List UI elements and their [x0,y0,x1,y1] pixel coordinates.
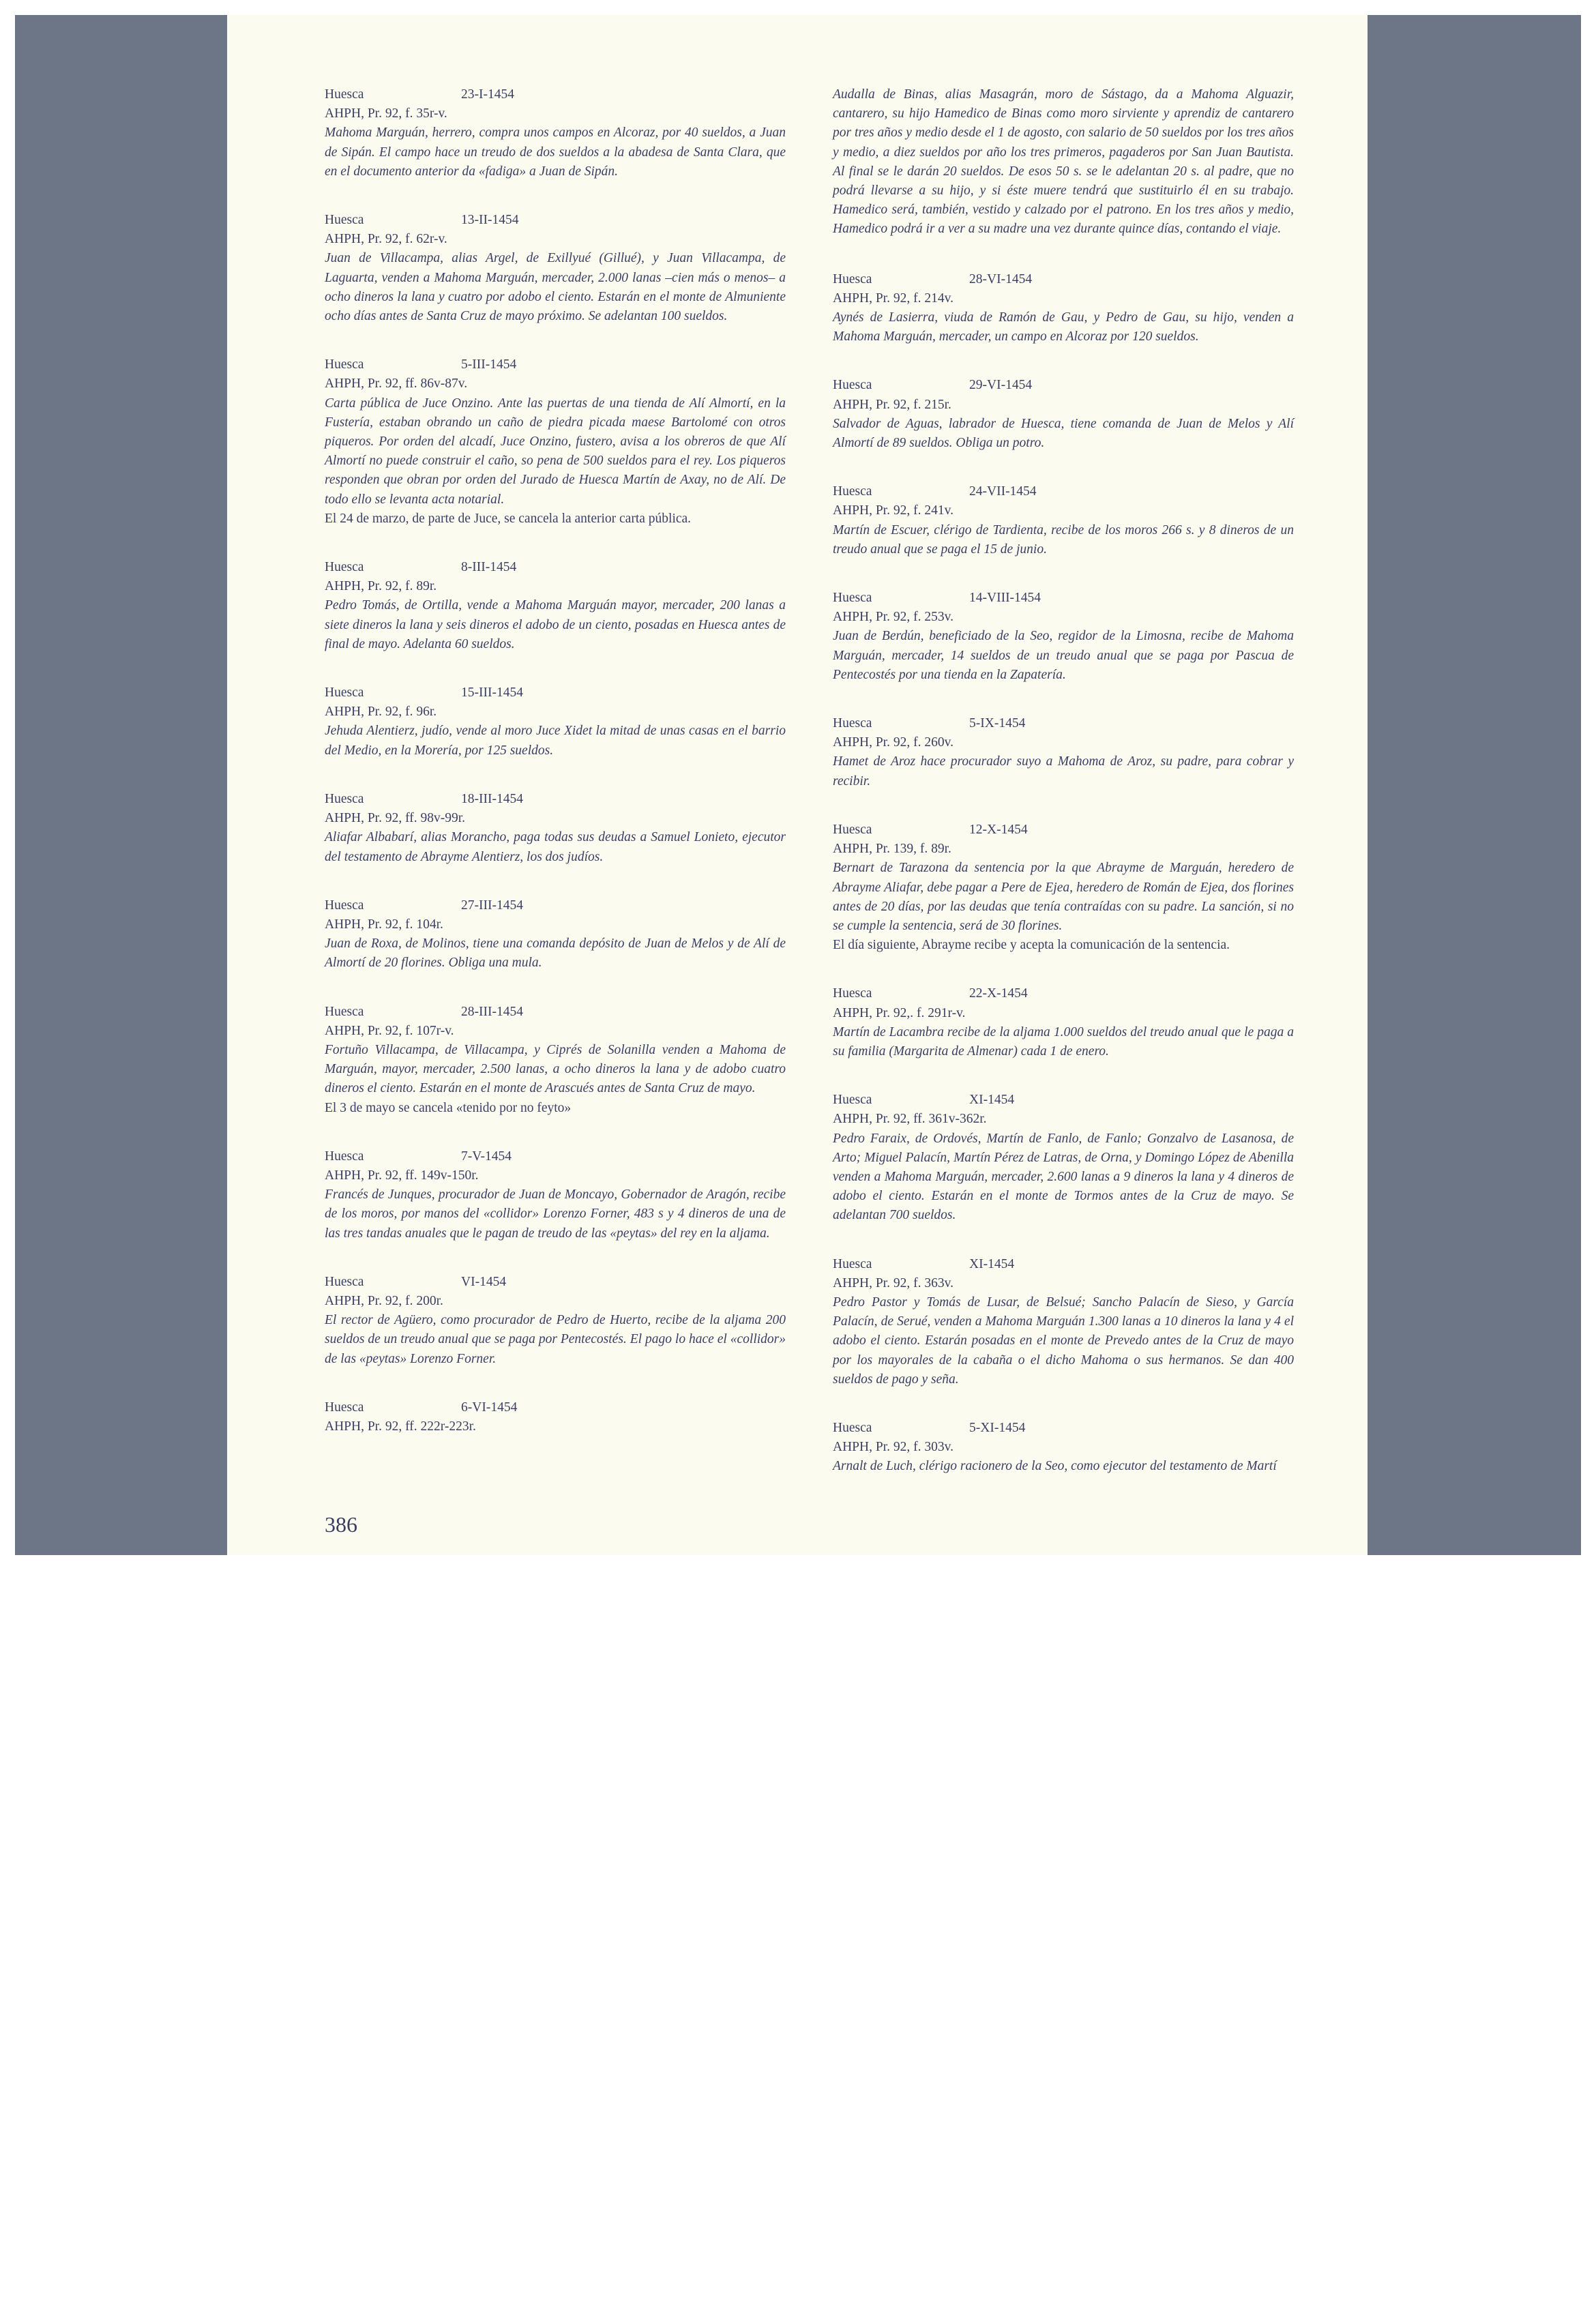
entry-header [833,1091,1294,1110]
entry-summary: Pedro Faraix, de Ordovés, Martín de Fanlo, de Fanlo; Gonzalvo de Lasanosa, de Arto; Miguel Palacín, Martín Pérez de Latras, de Orna, y Domingo López de Abenilla venden a Mahoma Marguán, mercader, 2.600 lanas a 9 dineros la lana y 4 dineros de adobo el ciento. Estarán en el monte de Tormos antes de la Cruz de mayo. Se adelantan 700 sueldos. [833,1131,1294,1223]
entry-summary: Pedro Pastor y Tomás de Lusar, de Belsué; Sancho Palacín de Sieso, y García Palacín, de Serué, venden a Mahoma Marguán 1.300 lanas a 10 dineros la lana y 4 el adobo el ciento. Estarán posadas en el monte de Prevedo antes de la Cruz de mayo por los mayorales de la cabaña o el dicho Mahoma o sus hermanos. Se dan 400 sueldos de pago y seña. [833,1295,1294,1387]
entry-date: 28-VI-1454 [969,271,1033,286]
entry-place: Huesca [325,1400,364,1415]
entry-archive-reference: AHPH, Pr. 92, f. 253v. [833,610,954,625]
entry-header [325,85,786,104]
document-entry [833,821,1294,955]
entry-archive-reference: AHPH, Pr. 92, ff. 361v-362r. [833,1112,987,1127]
document-entry [833,1255,1294,1389]
entry-header [833,714,1294,733]
entry-archive-reference: AHPH, Pr. 92, f. 107r-v. [325,1023,454,1038]
entry-note: El 3 de mayo se cancela «tenido por no feyto» [325,1100,572,1115]
entry-summary: Aynés de Lasierra, viuda de Ramón de Gau, y Pedro de Gau, su hijo, venden a Mahoma Marguán, mercader, un campo en Alcoraz por 120 sueldos. [833,310,1294,344]
document-entry [833,85,1294,239]
entry-summary: El rector de Agüero, como procurador de Pedro de Huerto, recibe de la aljama 200 sueldos de un treudo anual que se paga por Pentecostés. El pago lo hace el «collidor» de las «peytas» Lorenzo Forner. [325,1313,786,1366]
entry-place: Huesca [325,791,364,806]
entry-note: El 24 de marzo, de parte de Juce, se cancela la anterior carta pública. [325,511,692,526]
entry-place: Huesca [833,822,872,837]
entry-archive-reference: AHPH, Pr. 92, f. 303v. [833,1440,954,1455]
document-entry [325,85,786,181]
entry-place: Huesca [833,1093,872,1108]
entry-archive-reference: AHPH, Pr. 92, f. 96r. [325,705,437,720]
entry-date: 29-VI-1454 [969,378,1033,393]
entry-header [833,984,1294,1003]
entry-summary: Martín de Lacambra recibe de la aljama 1.000 sueldos del treudo anual que le paga a su familia (Margarita de Almenar) cada 1 de enero. [833,1024,1294,1059]
entry-date: 8-III-1454 [461,560,517,575]
entry-summary: Martín de Escuer, clérigo de Tardienta, recibe de los moros 266 s. y 8 dineros de un treudo anual que se paga el 15 de junio. [833,522,1294,557]
entry-summary: Mahoma Marguán, herrero, compra unos campos en Alcoraz, por 40 sueldos, a Juan de Sipán. El campo hace un treudo de dos sueldos a la abadesa de Santa Clara, que en el documento anterior da «fadiga» a Juan de Sipán. [325,125,786,179]
document-entry [325,1273,786,1369]
entry-archive-reference: AHPH, Pr. 92, f. 241v. [833,503,954,518]
entry-archive-reference: AHPH, Pr. 92, f. 62r-v. [325,232,447,247]
entry-archive-reference: AHPH, Pr. 92, f. 35r-v. [325,106,447,121]
entry-header [325,790,786,809]
entry-archive-reference: AHPH, Pr. 92,. f. 291r-v. [833,1005,966,1020]
entry-place: Huesca [325,1274,364,1289]
document-entry [325,1003,786,1118]
entry-summary: Jehuda Alentierz, judío, vende al moro Juce Xidet la mitad de unas casas en el barrio del Medio, en la Morería, por 125 sueldos. [325,724,786,758]
entry-place: Huesca [833,1256,872,1271]
entry-summary: Bernart de Tarazona da sentencia por la que Abrayme de Marguán, heredero de Abrayme Aliafar, debe pagar a Pere de Ejea, heredero de Román de Ejea, dos florines antes de 20 días, por las deudas que tenía contraídas con su padre. La sanción, si no se cumple la sentencia, será de 30 florines. [833,861,1294,933]
document-entry [833,1091,1294,1225]
entry-place: Huesca [325,357,364,372]
entry-header [833,270,1294,289]
entry-date: 22-X-1454 [969,986,1028,1001]
entry-place: Huesca [833,986,872,1001]
entry-archive-reference: AHPH, Pr. 92, f. 363v. [833,1275,954,1290]
entry-place: Huesca [833,484,872,499]
entry-place: Huesca [833,716,872,731]
entry-date: 23-I-1454 [461,87,514,102]
page-number: 386 [325,1512,357,1537]
entry-date: VI-1454 [461,1274,507,1289]
entry-header [325,355,786,374]
entry-summary: Pedro Tomás, de Ortilla, vende a Mahoma Marguán mayor, mercader, 200 lanas a siete dineros la lana y seis dineros el adobo de un ciento, posadas en Huesca antes de final de mayo. Adelanta 60 sueldos. [325,598,786,651]
entry-summary: Salvador de Aguas, labrador de Huesca, tiene comanda de Juan de Melos y Alí Almortí de 89 sueldos. Obliga un potro. [833,416,1294,451]
entry-archive-reference: AHPH, Pr. 92, f. 215r. [833,397,951,412]
entry-date: 14-VIII-1454 [969,591,1041,606]
entry-archive-reference: AHPH, Pr. 92, f. 104r. [325,917,443,932]
document-entry [833,589,1294,685]
document-entry [833,714,1294,791]
entry-place: Huesca [833,378,872,393]
entry-date: 27-III-1454 [461,898,523,913]
entry-date: XI-1454 [969,1256,1015,1271]
entry-place: Huesca [325,87,364,102]
entry-place: Huesca [325,898,364,913]
entry-date: 18-III-1454 [461,791,523,806]
entry-summary: Juan de Roxa, de Molinos, tiene una comanda depósito de Juan de Melos y de Alí de Almortí de 20 florines. Obliga una mula. [325,936,786,971]
entry-summary: Juan de Berdún, beneficiado de la Seo, regidor de la Limosna, recibe de Mahoma Marguán, mercader, 14 sueldos de un treudo anual que se paga por Pascua de Pentecostés por una tienda en la Zapatería. [833,629,1294,682]
entry-summary: Audalla de Binas, alias Masagrán, moro de Sástago, da a Mahoma Alguazir, cantarero, su hijo Hamedico de Binas como moro sirviente y aprendiz de cantarero por tres años y medio desde el 1 de agosto, con salario de 50 sueldos por los tres años y medio, a diez sueldos por año los tres primeros, pagaderos por San Juan Bautista. Al final se le darán 20 sueldos. De esos 50 s. se le adelantan 20 s. al padre, que no podrá llevarse a su hijo, y si éste muere tendrá que sustituirlo él en su trabajo. Hamedico será, también, vestido y calzado por el patrono. En los tres años y medio, Hamedico podrá ir a ver a su madre una vez durante quince días, contando el viaje. [833,87,1294,237]
entry-date: 5-III-1454 [461,357,517,372]
entry-archive-reference: AHPH, Pr. 92, ff. 86v-87v. [325,376,468,392]
scanned-page-background [15,15,1581,1555]
entry-header [325,1147,786,1166]
entry-place: Huesca [325,1004,364,1019]
entry-archive-reference: AHPH, Pr. 92, f. 89r. [325,579,437,594]
entry-date: 7-V-1454 [461,1149,512,1164]
entry-header [325,1003,786,1022]
right-column [833,85,1294,1506]
entry-archive-reference: AHPH, Pr. 92, ff. 98v-99r. [325,811,466,826]
document-entry [833,984,1294,1061]
entry-summary: Hamet de Aroz hace procurador suyo a Mahoma de Aroz, su padre, para cobrar y recibir. [833,754,1294,788]
entry-place: Huesca [325,560,364,575]
entry-place: Huesca [325,1149,364,1164]
document-entry [325,211,786,326]
entry-archive-reference: AHPH, Pr. 92, f. 260v. [833,735,954,750]
entry-header [833,589,1294,608]
entry-place: Huesca [833,271,872,286]
entry-date: XI-1454 [969,1093,1015,1108]
entry-archive-reference: AHPH, Pr. 92, f. 214v. [833,291,954,306]
entry-header [325,1398,786,1417]
entry-place: Huesca [325,213,364,228]
entry-header [833,1255,1294,1274]
entry-summary: Juan de Villacampa, alias Argel, de Exillyué (Gillué), y Juan Villacampa, de Laguarta, venden a Mahoma Marguán, mercader, 2.000 lanas –cien más o menos– a ocho dineros la lana y cuatro por adobo el ciento. Estarán en el monte de Almuniente ocho días antes de Santa Cruz de mayo próximo. Se adelantan 100 sueldos. [325,251,786,324]
entry-summary: Aliafar Albabarí, alias Morancho, paga todas sus deudas a Samuel Lonieto, ejecutor del testamento de Abrayme Alentierz, los dos judíos. [325,830,786,864]
left-column [325,85,786,1466]
entry-place: Huesca [833,1420,872,1435]
entry-archive-reference: AHPH, Pr. 92, ff. 222r-223r. [325,1419,476,1434]
document-entry [325,355,786,529]
document-entry [833,1419,1294,1477]
entry-header [833,1419,1294,1438]
entry-header [325,683,786,703]
entry-note: El día siguiente, Abrayme recibe y acepta la comunicación de la sentencia. [833,938,1230,953]
entry-date: 6-VI-1454 [461,1400,518,1415]
entry-header [325,558,786,577]
entry-date: 24-VII-1454 [969,484,1037,499]
document-entry [833,376,1294,453]
document-entry [325,1147,786,1243]
entry-archive-reference: AHPH, Pr. 139, f. 89r. [833,842,951,857]
entry-summary: Francés de Junques, procurador de Juan de Moncayo, Gobernador de Aragón, recibe de los moros, por manos del «collidor» Lorenzo Forner, 483 s y 4 dineros de una de las tres tandas anuales que le pagan de treudo de las «peytas» del rey en la aljama. [325,1187,786,1241]
entry-archive-reference: AHPH, Pr. 92, ff. 149v-150r. [325,1168,479,1183]
entry-place: Huesca [833,591,872,606]
entry-date: 15-III-1454 [461,685,523,700]
entry-archive-reference: AHPH, Pr. 92, f. 200r. [325,1293,443,1308]
entry-header [325,896,786,915]
document-entry [325,790,786,867]
entry-date: 5-XI-1454 [969,1420,1026,1435]
entry-summary: Arnalt de Luch, clérigo racionero de la Seo, como ejecutor del testamento de Martí [833,1459,1277,1474]
document-entry [325,1398,786,1436]
document-entry [833,270,1294,347]
entry-place: Huesca [325,685,364,700]
document-entry [325,558,786,654]
entry-header [325,211,786,230]
entry-date: 5-IX-1454 [969,716,1026,731]
entry-header [833,482,1294,501]
entry-header [833,821,1294,840]
document-entry [325,896,786,973]
entry-date: 13-II-1454 [461,213,519,228]
entry-header [325,1273,786,1292]
entry-summary: Fortuño Villacampa, de Villacampa, y Ciprés de Solanilla venden a Mahoma de Marguán, mayor, mercader, 2.500 lanas, a ocho dineros la lana y de adobo cuatro dineros el ciento. Estarán en el monte de Arascués antes de Santa Cruz de mayo. [325,1042,786,1096]
document-entry [833,482,1294,559]
entry-header [833,376,1294,395]
document-entry [325,683,786,760]
document-page [227,15,1368,1555]
entry-summary: Carta pública de Juce Onzino. Ante las puertas de una tienda de Alí Almortí, en la Fustería, estaban obrando un caño de piedra picada maese Bartolomé con otros piqueros. Por orden del alcadí, Juce Onzino, fustero, avisa a los obreros de que Alí Almortí no puede construir el caño, so pena de 500 sueldos para el rey. Los piqueros responden que obran por orden del Jurado de Huesca Martín de Axay, no de Alí. De todo ello se levanta acta notarial. [325,396,786,507]
entry-date: 28-III-1454 [461,1004,523,1019]
entry-date: 12-X-1454 [969,822,1028,837]
